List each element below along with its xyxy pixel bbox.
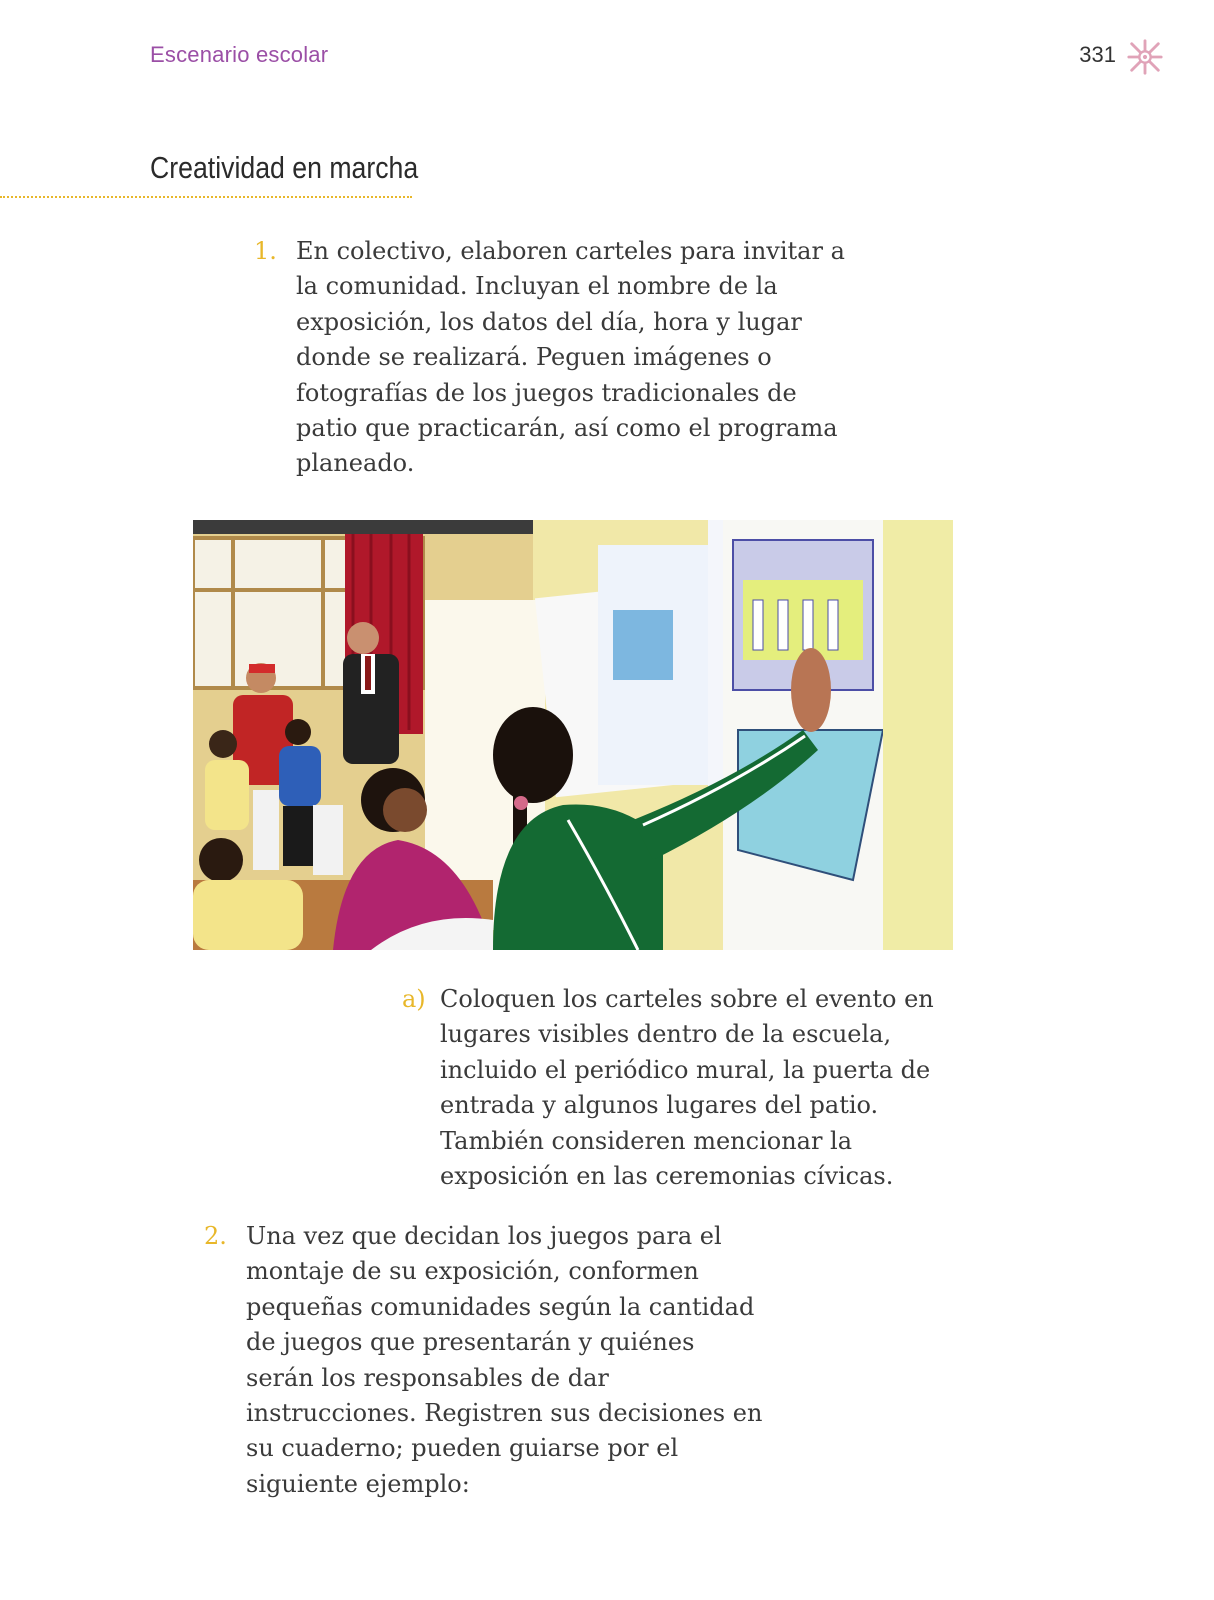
list-letter: a)	[402, 985, 426, 1013]
list-item-1	[254, 234, 856, 482]
list-number: 2.	[204, 1222, 227, 1250]
list-item-text: Una vez que decidan los juegos para el montaje de su exposición, conformen pequeñas comunidades según la cantidad de juegos que presentarán y quiénes serán los responsables de dar instrucciones. Registren sus decisiones en su cuaderno; pueden guiarse por el siguiente ejemplo:	[246, 1222, 763, 1498]
list-number: 1.	[254, 237, 277, 265]
title-divider	[0, 196, 412, 198]
classroom-photo-illustration	[193, 520, 953, 950]
classroom-photo	[193, 520, 953, 950]
running-header: Escenario escolar	[150, 42, 329, 67]
list-item-text: Coloquen los carteles sobre el evento en lugares visibles dentro de la escuela, incluido el periódico mural, la puerta de entrada y algunos lugares del patio. También consideren mencionar la exposición en las ceremonias cívicas.	[440, 985, 934, 1191]
list-item-text: En colectivo, elaboren carteles para invitar a la comunidad. Incluyan el nombre de la exposición, los datos del día, hora y lugar donde se realizará. Peguen imágenes o fotografías de los juegos tradicionales de patio que practicarán, así como el programa planeado.	[296, 237, 845, 478]
list-subitem-a	[402, 982, 960, 1194]
page-number: 331	[1079, 42, 1116, 67]
section-title: Creatividad en marcha	[150, 150, 419, 185]
woven-star-icon	[1126, 38, 1164, 76]
list-item-2	[204, 1219, 766, 1502]
